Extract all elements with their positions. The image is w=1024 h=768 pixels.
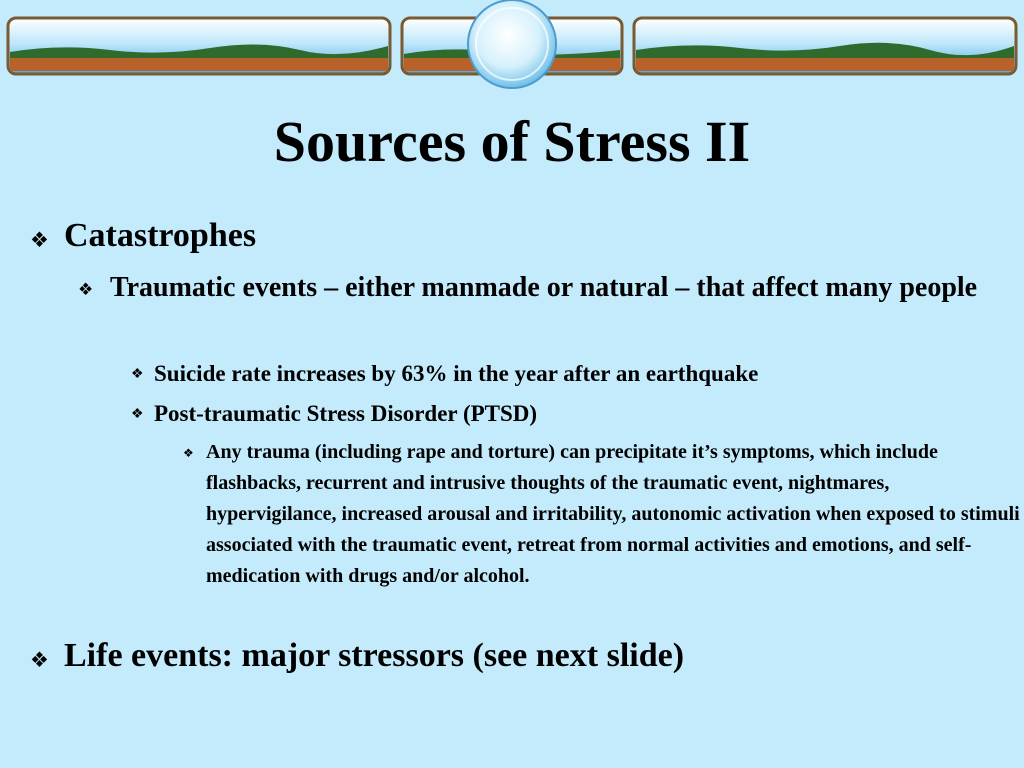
bullet-icon: ❖ [131, 367, 144, 382]
bullet-icon: ❖ [30, 648, 49, 672]
bullet-item-ptsd: Post-traumatic Stress Disorder (PTSD) [154, 401, 538, 426]
bullet-item-trauma-symptoms: Any trauma (including rape and torture) can precipitate it’s symptoms, which include flashbacks, recurrent and intrusive thoughts of the traumatic event, nightmares, hypervigilance, increased arousal and irritability, autonomic activation when exposed to stimuli associated with the traumatic event, retreat from normal activities and emotions, and self-medication with drugs and/or alcohol. [206, 441, 1020, 587]
bullet-icon: ❖ [30, 228, 49, 252]
bullet-item-catastrophes: Catastrophes [64, 217, 257, 254]
bullet-item-suicide-rate: Suicide rate increases by 63% in the year after an earthquake [154, 361, 759, 386]
bullet-icon: ❖ [78, 280, 94, 299]
bullet-icon: ❖ [183, 446, 194, 460]
slide-title: Sources of Stress II [273, 109, 751, 174]
bullet-item-life-events: Life events: major stressors (see next slide) [64, 637, 685, 674]
bullet-icon: ❖ [131, 407, 144, 422]
bullet-item-traumatic-events: Traumatic events – either manmade or natural – that affect many people [110, 272, 978, 303]
